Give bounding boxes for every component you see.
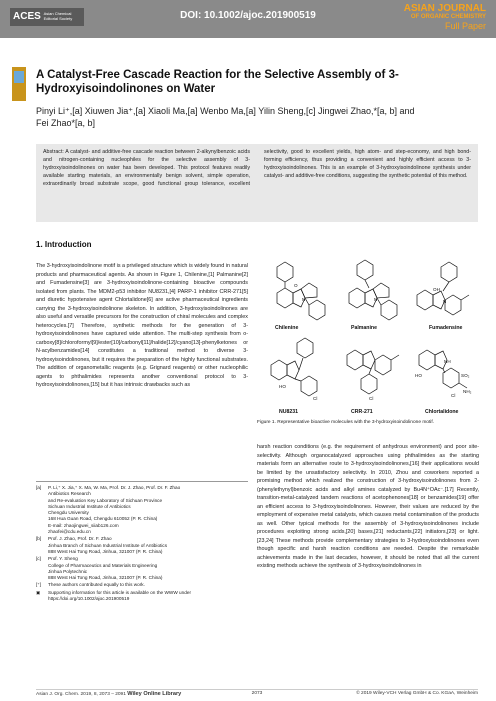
footnote-tag: [c] <box>36 556 41 562</box>
atom-label-n-3: N <box>443 299 447 304</box>
intro-paragraph: The 3-hydroxyisoindolinone motif is a privileged structure which is widely found in natural products and pharmaceutical agents. As shown in Figure 1, Chilenine,[1] Palmanine[2] and Fumadensine[3] are 3-hydroxyisoindolinone-containing bioactive compounds isolated from plants. The MDM2-p53 inhibitor NU8231,[4] PARP-1 inhibitor CRR-271[5] and diuretic hypotensive agent Chlortalidone[6] are active pharmaceutical ingredients carrying the 3-hydroxyisoindolinone skeleton. In addition, 3-hydroxyisoindolinones are also useful and versatile precursors for the construction of chiral molecules and complex heterocycles.[7] Therefore, synthetic methods for the generation of 3-hydroxyisoindolinones have captured wide attention. The multi-step synthesis from o-carboxy[8]/chloroformyl[9]/ester[10]/carbonyl[11]/halide[12]/cyano[13]-phenylketones or N-acylbenzamides[14] constitutes a traditional method to diverse 3-hydroxyisoindolinones, but it requires the preparation of the highly functional substrates. The addition of organometallic reagents (e.g. Grignard reagents) or other nucleophilic agents to phthalimides represents another conventional protocol to 3-hydroxyisoindolinones,[15] but it has intrinsic drawbacks such as <box>36 263 248 388</box>
page-number: 2073 <box>251 691 263 696</box>
supporting-info-icon: ▣ <box>36 589 41 595</box>
footnote-line: Prof. Y. Sheng <box>48 556 78 562</box>
aces-logo-sub2: Editorial Society <box>43 16 73 22</box>
footnote-line: and Re-evaluation Key Laboratory of Sichuan Province <box>48 497 163 503</box>
footnote-line: Chengdu University <box>48 510 89 516</box>
affiliation-footnotes <box>36 481 248 602</box>
article-title: A Catalyst-Free Cascade Reaction for the Selective Assembly of 3-Hydroxyisoindolinones on Water <box>36 69 399 95</box>
journal-name-line2: OF ORGANIC CHEMISTRY <box>410 14 486 20</box>
structure-crr-271 <box>347 350 399 394</box>
journal-cover-icon <box>12 67 26 101</box>
footnote-email[interactable]: E-mail: zhaojingwei_siiab126.com <box>48 522 119 528</box>
molecule-name-palmanine: Palmanine <box>351 325 377 331</box>
atom-label-n-2: N <box>374 297 378 302</box>
footnote-tag: [⁺] <box>36 582 42 588</box>
body-column-left <box>36 262 248 390</box>
abstract-box: Abstract: A catalyst- and additive-free cascade reaction between 2-alkynylbenzoic acids and nitrogen-containing nucleophiles for the selective assembly of 3-hydroxyisoindolinones on water has been developed. This protocol features readily available starting materials, an environmentally benign solvent, simple operation, extraordinarily broad substrate scope, good functional group tolerance, excellent selectivity, good to excellent yields, high atom- and step-economy, and high bond-forming efficiency, thus providing a convenient and highly efficient access to 3-hydroxyisoindolinones. This is an example of 3-hydroxyisoindolinone synthesis under catalyst- and additive-free conditions, suggesting the synthetic potential of this method. <box>36 144 478 222</box>
footnote-supporting-info <box>36 590 248 603</box>
footnote-line: Prof. J. Zhao, Prof. Dr. F. Zhao <box>48 536 112 542</box>
molecule-name-chilenine: Chilenine <box>275 325 299 331</box>
intro-paragraph-continued: harsh reaction conditions (e.g. the requirement of anhydrous environment) and poor site-selectivity. Although organocatalyzed approaches using phthalimides as the starting materials form an alternative route to 3-hydroxyisoindolinones,[16] their applications would be limited by the unsatisfactory selectivity. In 2010, Zhou and coworkers reported a promising method which realized the construction of 3-hydroxyisoindolinones from 2-(phenylethynyl)benzoic acids and alkyl amines catalyzed by Bu4N⁺OAc⁻.[17] Recently, transition-metal-catalyzed tandem reactions of acetophenones[18] or benzamides[19] offer an efficient access to 3-hydroxyisoindolinones. However, their values are reduced by the employment of expensive metal catalysts, which causes metal contamination of the products as well. Other typical methods for the assembly of 3-hydroxyisoindolinones include procedures exploiting strong acids,[20] bases,[21] reductants,[22] initiators,[23] or light.[23,24] These methods provide complementary strategies to 3-hydroxyisoindolinones even though specific and harsh reaction conditions are needed. Despite the remarkable achievements made in the last decades, however, it should be noted that all the current existing methods achieve the synthesis of 3-hydroxyisoindolinones in <box>257 444 479 569</box>
atom-label-ho-2: HO <box>415 373 422 378</box>
footnote-line: Jinhua Polytechnic <box>48 568 88 574</box>
wiley-online-library-link[interactable]: Wiley Online Library <box>127 691 182 697</box>
atom-label-oh-1: OH <box>433 287 440 292</box>
article-type: Full Paper <box>444 21 486 31</box>
body-column-right <box>257 443 479 571</box>
atom-label-ho-1: HO <box>279 384 286 389</box>
molecule-name-chlortalidone: Chlortalidone <box>425 409 459 415</box>
atom-label-so2: SO₂ <box>461 373 470 378</box>
atom-label-cl-2: Cl <box>369 396 374 401</box>
footnote-line: 168 Hua Guan Road, Chengdu 610052 (P. R. China) <box>48 516 158 522</box>
figure-1-structures <box>257 255 479 420</box>
footnote-line: Antibiotics Research <box>48 491 91 497</box>
molecule-name-crr-271: CRR-271 <box>351 409 373 415</box>
atom-label-cl-1: Cl <box>313 396 318 401</box>
atom-label-cl-3: Cl <box>451 393 456 398</box>
structure-palmanine <box>349 260 397 320</box>
supporting-info-link[interactable]: https://doi.org/10.1002/ajoc.201900519 <box>48 596 130 602</box>
atom-label-o-1: O <box>294 283 298 288</box>
structure-chilenine <box>277 262 325 320</box>
footnote-tag: [b] <box>36 536 42 542</box>
footnote-line: These authors contributed equally to this work. <box>48 582 145 588</box>
footnote-line: College of Pharmaceutics and Materials Engineering <box>48 562 158 568</box>
figure-1-caption: Figure 1. Representative bioactive molecules with the 3-hydroxyisoindolinone motif. <box>257 420 435 425</box>
structure-chlortalidone <box>419 350 467 388</box>
footnote-b <box>36 536 248 555</box>
molecule-name-fumadensine: Fumadensine <box>429 325 463 331</box>
atom-label-nh: NH <box>444 359 451 364</box>
molecule-name-nu8231: NU8231 <box>279 409 299 415</box>
author-list-line1: Pinyi Li⁺,[a] Xiuwen Jia⁺,[a] Xiaoli Ma,[a] Wenbo Ma,[a] Yilin Sheng,[c] Jingwei Zhao,*[a, b] and <box>36 106 415 116</box>
aces-logo-text: ACES <box>13 11 41 22</box>
footer-citation-text: Asian J. Org. Chem. 2019, 8, 2073 – 2091 <box>36 692 126 697</box>
footnote-line: Sichuan Industrial Institute of Antibiotics <box>48 503 131 509</box>
page-footer <box>36 689 478 697</box>
structure-nu8231 <box>271 338 317 396</box>
footnote-line: 888 West Hai Tong Road, Jinhua, 321007 (P. R. China) <box>48 575 163 581</box>
journal-name <box>404 4 486 31</box>
journal-name-line1: ASIAN JOURNAL <box>403 3 486 14</box>
atom-label-n-1: N <box>302 297 306 302</box>
footnote-line: 888 West Hai Tong Road, Jinhua, 321007 (P. R. China) <box>48 548 163 554</box>
section-heading-introduction: 1. Introduction <box>36 240 92 249</box>
footnote-line: Supporting information for this article is available on the WWW under <box>48 589 192 595</box>
footnote-a <box>36 485 248 535</box>
structure-fumadensine <box>417 262 469 315</box>
footnote-email[interactable]: zhaofei@cdu.edu.cn <box>48 529 91 535</box>
atom-label-nh2: NH₂ <box>463 389 472 394</box>
footnote-line: P. Li,⁺ X. Jia,⁺ X. Ma, W. Ma, Prof. Dr. J. Zhao, Prof. Dr. F. Zhao <box>48 485 181 490</box>
journal-header-bar <box>0 0 496 38</box>
footnote-line: Jinhua Branch of Sichuan Industrial Institute of Antibiotics <box>48 542 168 548</box>
footer-copyright: © 2019 Wiley-VCH Verlag GmbH & Co. KGaA, Weinheim <box>356 691 478 696</box>
footnote-tag: [a] <box>36 485 42 490</box>
doi-text[interactable]: DOI: 10.1002/ajoc.201900519 <box>180 10 316 21</box>
author-list-line2: Fei Zhao*[a, b] <box>36 118 96 128</box>
author-list <box>36 105 476 129</box>
footnote-c <box>36 556 248 581</box>
footnote-equal-contribution <box>36 582 248 588</box>
aces-logo-sub1: Asian Chemical <box>43 11 72 17</box>
